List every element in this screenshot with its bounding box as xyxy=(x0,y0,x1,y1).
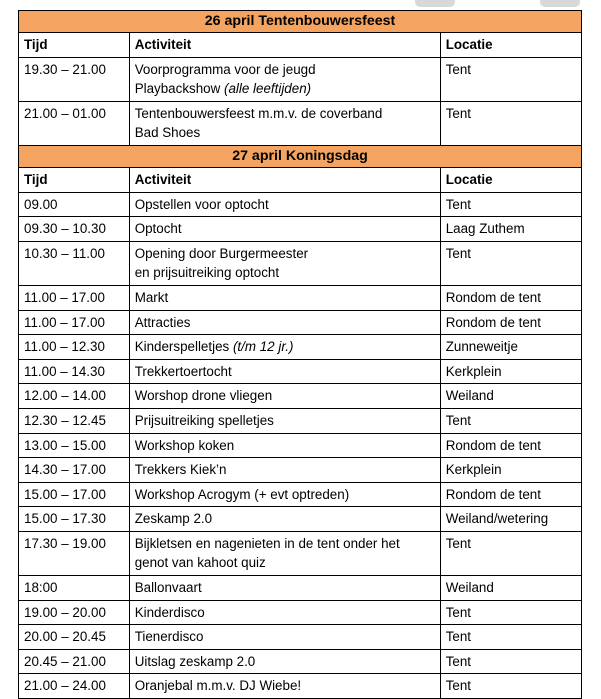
activity-line xyxy=(135,578,435,598)
activity-text: Markt xyxy=(134,289,169,305)
table-row xyxy=(19,482,582,507)
activity-text: Tienerdisco xyxy=(134,629,204,645)
location-cell: Kerkplein xyxy=(440,458,581,483)
time-cell: 12.00 – 14.00 xyxy=(19,384,130,409)
activity-cell xyxy=(129,531,440,575)
activity-line xyxy=(135,104,435,124)
activity-text: Opening door Burgermeester xyxy=(134,245,309,261)
activity-cell xyxy=(129,310,440,335)
column-header-activity: Activiteit xyxy=(129,33,440,58)
activity-text: Workshop Acrogym (+ evt optreden) xyxy=(134,486,350,502)
location-cell: Tent xyxy=(440,674,581,699)
activity-cell xyxy=(129,433,440,458)
location-cell: Tent xyxy=(440,101,581,145)
activity-line xyxy=(135,627,435,647)
location-cell: Tent xyxy=(440,241,581,285)
activity-cell xyxy=(129,458,440,483)
activity-text: Zeskamp 2.0 xyxy=(134,511,213,527)
activity-text: Worshop drone vliegen xyxy=(134,388,273,404)
activity-line xyxy=(135,195,435,215)
activity-text: Trekkertoertocht xyxy=(134,363,232,379)
table-row xyxy=(19,531,582,575)
activity-line xyxy=(135,436,435,456)
table-row xyxy=(19,625,582,650)
activity-line xyxy=(135,411,435,431)
table-row xyxy=(19,674,582,699)
time-cell: 17.30 – 19.00 xyxy=(19,531,130,575)
activity-cell xyxy=(129,241,440,285)
column-header-time: Tijd xyxy=(19,167,130,192)
activity-line xyxy=(135,337,435,357)
activity-text: Workshop koken xyxy=(134,437,235,453)
table-row xyxy=(19,649,582,674)
day-title: 26 april Tentenbouwersfeest xyxy=(19,11,582,33)
activity-line xyxy=(135,263,435,283)
time-cell: 09.00 xyxy=(19,192,130,217)
time-cell: 10.30 – 11.00 xyxy=(19,241,130,285)
activity-note: (alle leeftijden) xyxy=(224,81,312,97)
table-row xyxy=(19,335,582,360)
table-row xyxy=(19,433,582,458)
activity-line xyxy=(135,460,435,480)
activity-text: Opstellen voor optocht xyxy=(134,196,269,212)
activity-line xyxy=(135,485,435,505)
activity-text: en prijsuitreiking optocht xyxy=(134,265,280,281)
column-header-time: Tijd xyxy=(19,33,130,58)
activity-line xyxy=(135,534,435,554)
activity-cell xyxy=(129,625,440,650)
activity-text: genot van kahoot quiz xyxy=(134,555,266,571)
location-cell: Tent xyxy=(440,649,581,674)
column-header-activity: Activiteit xyxy=(129,167,440,192)
activity-line xyxy=(135,603,435,623)
column-header-location: Locatie xyxy=(440,33,581,58)
activity-text: Bad Shoes xyxy=(134,125,201,141)
schedule-table xyxy=(18,10,582,699)
activity-cell xyxy=(129,482,440,507)
top-decoration-left xyxy=(415,0,455,7)
activity-text: Trekkers Kiek’n xyxy=(134,462,227,478)
table-row xyxy=(19,101,582,145)
time-cell: 11.00 – 17.00 xyxy=(19,285,130,310)
day-title: 27 april Koningsdag xyxy=(19,145,582,167)
location-cell: Tent xyxy=(440,600,581,625)
activity-cell xyxy=(129,217,440,242)
activity-note: (t/m 12 jr.) xyxy=(232,339,294,355)
time-cell: 11.00 – 17.00 xyxy=(19,310,130,335)
activity-text: Uitslag zeskamp 2.0 xyxy=(134,653,256,669)
activity-line xyxy=(135,244,435,264)
activity-cell xyxy=(129,674,440,699)
table-row xyxy=(19,192,582,217)
activity-cell xyxy=(129,576,440,601)
table-row xyxy=(19,310,582,335)
activity-line xyxy=(135,553,435,573)
activity-text: Ballonvaart xyxy=(134,580,202,596)
location-cell: Rondom de tent xyxy=(440,310,581,335)
activity-text: Attracties xyxy=(134,314,191,330)
activity-cell xyxy=(129,359,440,384)
time-cell: 09.30 – 10.30 xyxy=(19,217,130,242)
time-cell: 19.00 – 20.00 xyxy=(19,600,130,625)
time-cell: 11.00 – 14.30 xyxy=(19,359,130,384)
activity-line xyxy=(135,509,435,529)
activity-line xyxy=(135,676,435,696)
activity-line xyxy=(135,123,435,143)
table-row xyxy=(19,576,582,601)
location-cell: Weiland xyxy=(440,384,581,409)
table-row xyxy=(19,217,582,242)
time-cell: 12.30 – 12.45 xyxy=(19,408,130,433)
activity-cell xyxy=(129,285,440,310)
activity-text: Optocht xyxy=(134,221,182,237)
activity-cell xyxy=(129,507,440,532)
time-cell: 13.00 – 15.00 xyxy=(19,433,130,458)
column-header-location: Locatie xyxy=(440,167,581,192)
activity-cell xyxy=(129,408,440,433)
activity-cell xyxy=(129,335,440,360)
activity-line xyxy=(135,652,435,672)
activity-line xyxy=(135,386,435,406)
day-section-header xyxy=(19,145,582,167)
activity-cell xyxy=(129,192,440,217)
time-cell: 18:00 xyxy=(19,576,130,601)
activity-line xyxy=(135,79,435,99)
activity-text: Tentenbouwersfeest m.m.v. de coverband xyxy=(134,105,383,121)
location-cell: Tent xyxy=(440,57,581,101)
location-cell: Rondom de tent xyxy=(440,482,581,507)
table-row xyxy=(19,600,582,625)
activity-text: Kinderspelletjes xyxy=(134,339,233,355)
location-cell: Kerkplein xyxy=(440,359,581,384)
time-cell: 14.30 – 17.00 xyxy=(19,458,130,483)
location-cell: Rondom de tent xyxy=(440,285,581,310)
activity-cell xyxy=(129,600,440,625)
time-cell: 20.45 – 21.00 xyxy=(19,649,130,674)
top-decoration-right xyxy=(540,0,580,7)
location-cell: Tent xyxy=(440,192,581,217)
column-header-row xyxy=(19,167,582,192)
activity-cell xyxy=(129,384,440,409)
time-cell: 11.00 – 12.30 xyxy=(19,335,130,360)
activity-cell xyxy=(129,57,440,101)
activity-text: Prijsuitreiking spelletjes xyxy=(134,412,274,428)
location-cell: Tent xyxy=(440,408,581,433)
activity-text: Oranjebal m.m.v. DJ Wiebe! xyxy=(134,678,302,694)
table-row xyxy=(19,458,582,483)
activity-text: Voorprogramma voor de jeugd xyxy=(134,61,316,77)
location-cell: Weiland xyxy=(440,576,581,601)
location-cell: Tent xyxy=(440,531,581,575)
activity-line xyxy=(135,219,435,239)
table-row xyxy=(19,285,582,310)
column-header-row xyxy=(19,33,582,58)
location-cell: Rondom de tent xyxy=(440,433,581,458)
time-cell: 15.00 – 17.00 xyxy=(19,482,130,507)
time-cell: 21.00 – 24.00 xyxy=(19,674,130,699)
location-cell: Tent xyxy=(440,625,581,650)
activity-line xyxy=(135,362,435,382)
time-cell: 21.00 – 01.00 xyxy=(19,101,130,145)
activity-line xyxy=(135,288,435,308)
time-cell: 15.00 – 17.30 xyxy=(19,507,130,532)
activity-text: Bijkletsen en nagenieten in de tent onder het xyxy=(134,535,400,551)
day-section-header xyxy=(19,11,582,33)
activity-cell xyxy=(129,649,440,674)
activity-text: Kinderdisco xyxy=(134,604,205,620)
location-cell: Weiland/wetering xyxy=(440,507,581,532)
activity-line xyxy=(135,60,435,80)
program-schedule xyxy=(18,10,582,699)
table-row xyxy=(19,359,582,384)
activity-line xyxy=(135,313,435,333)
activity-text: Playbackshow xyxy=(134,81,225,97)
table-row xyxy=(19,507,582,532)
table-row xyxy=(19,408,582,433)
location-cell: Laag Zuthem xyxy=(440,217,581,242)
table-row xyxy=(19,241,582,285)
table-row xyxy=(19,57,582,101)
table-row xyxy=(19,384,582,409)
time-cell: 19.30 – 21.00 xyxy=(19,57,130,101)
location-cell: Zunneweitje xyxy=(440,335,581,360)
time-cell: 20.00 – 20.45 xyxy=(19,625,130,650)
activity-cell xyxy=(129,101,440,145)
